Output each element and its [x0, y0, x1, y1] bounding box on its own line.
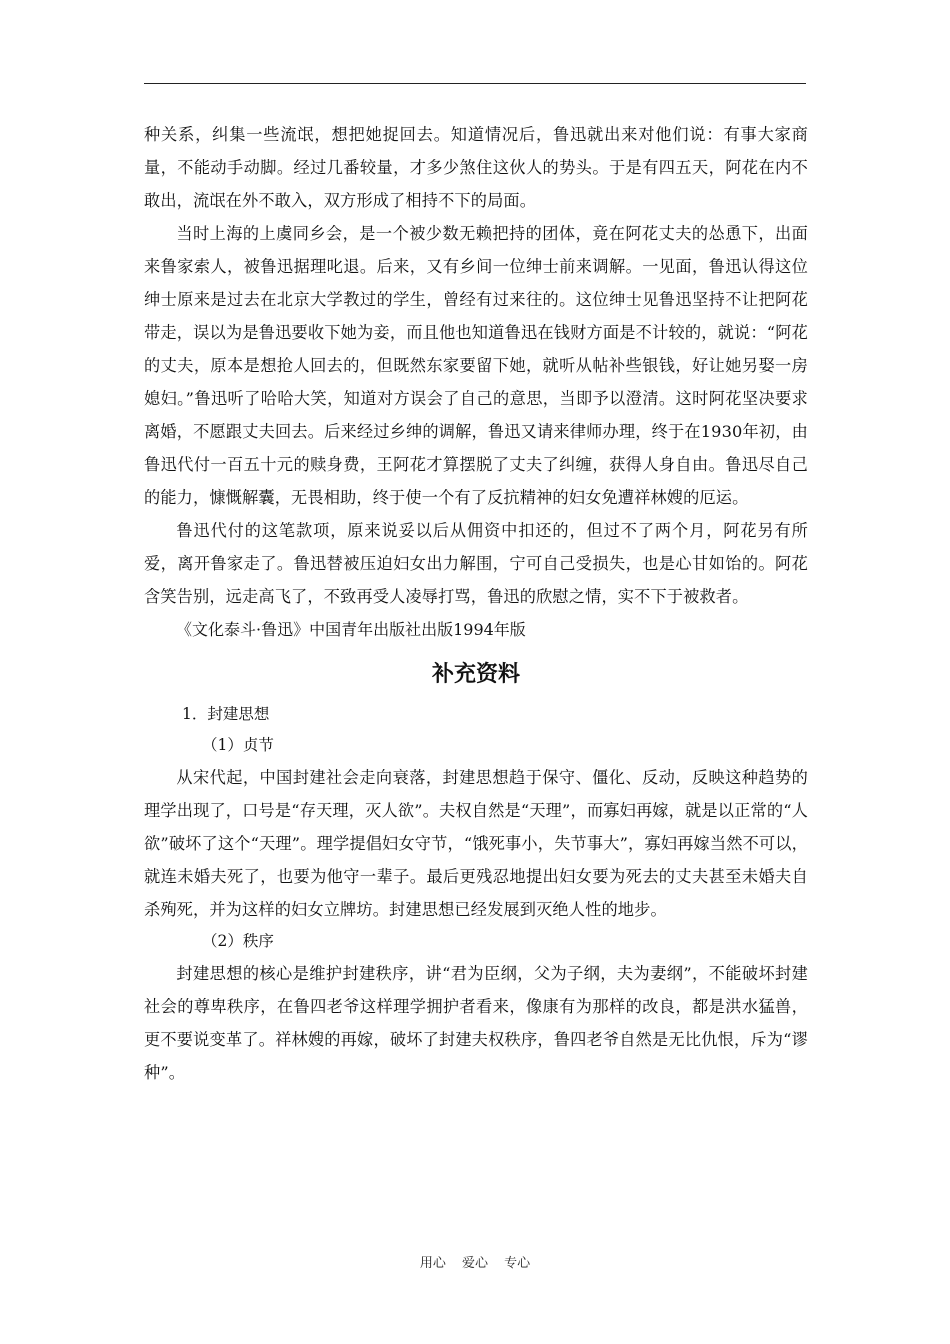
- footer-item: 专心: [504, 1256, 531, 1271]
- subsection-chastity-text: 从宋代起，中国封建社会走向衰落，封建思想趋于保守、僵化、反动，反映这种趋势的理学出现了，口号是“存天理，灭人欲”。夫权自然是“天理”，而寡妇再嫁，就是以正常的“人欲”破坏了这个“天理”。理学提倡妇女守节，“饿死事小，失节事大”，寡妇再嫁当然不可以，就连未婚夫死了，也要为他守一辈子。最后更残忍地提出妇女要为死去的丈夫甚至未婚夫自杀殉死，并为这样的妇女立牌坊。封建思想已经发展到灭绝人性的地步。: [144, 768, 808, 919]
- footer-item: 爱心: [461, 1256, 488, 1271]
- paragraph-payment: 鲁迅代付的这笔款项，原来说妥以后从佣资中扣还的，但过不了两个月，阿花另有所爱，离开鲁家走了。鲁迅替被压迫妇女出力解围，宁可自己受损失，也是心甘如饴的。阿花含笑告别，远走高飞了，不致再受人凌辱打骂，鲁迅的欣慰之情，实不下于被救者。: [144, 521, 808, 606]
- footer-item: 用心: [419, 1256, 446, 1271]
- paragraph-continued: 种关系，纠集一些流氓，想把她捉回去。知道情况后，鲁迅就出来对他们说：有事大家商量，不能动手动脚。经过几番较量，才多少煞住这伙人的势头。于是有四五天，阿花在内不敢出，流氓在外不敢入，双方形成了相持不下的局面。: [144, 125, 808, 210]
- document-body: [144, 118, 808, 1089]
- section-heading: 补充资料: [431, 662, 520, 687]
- header-rule: [144, 83, 806, 84]
- page-footer: [0, 1252, 950, 1271]
- subsection-order-title: （2）秩序: [202, 932, 274, 950]
- subsection-chastity-title: （1）贞节: [202, 736, 274, 754]
- source-citation: 《文化泰斗·鲁迅》中国青年出版社出版1994年版: [176, 620, 526, 639]
- paragraph-tongxianghui: 当时上海的上虞同乡会，是一个被少数无赖把持的团体，竟在阿花丈夫的怂恿下，出面来鲁家索人，被鲁迅据理叱退。后来，又有乡间一位绅士前来调解。一见面，鲁迅认得这位绅士原来是过去在北京大学教过的学生，曾经有过来往的。这位绅士见鲁迅坚持不让把阿花带走，误以为是鲁迅要收下她为妾，而且他也知道鲁迅在钱财方面是不计较的，就说：“阿花的丈夫，原本是想抢人回去的，但既然东家要留下她，就听从帖补些银钱，好让她另娶一房媳妇。”鲁迅听了哈哈大笑，知道对方误会了自己的意思，当即予以澄清。这时阿花坚决要求离婚，不愿跟丈夫回去。后来经过乡绅的调解，鲁迅又请来律师办理，终于在1930年初，由鲁迅代付一百五十元的赎身费，王阿花才算摆脱了丈夫了纠缠，获得人身自由。鲁迅尽自己的能力，慷慨解囊，无畏相助，终于使一个有了反抗精神的妇女免遭祥林嫂的厄运。: [144, 224, 808, 507]
- section-1-title: 1．封建思想: [182, 705, 270, 723]
- subsection-order-text: 封建思想的核心是维护封建秩序，讲“君为臣纲，父为子纲，夫为妻纲”，不能破坏封建社会的尊卑秩序，在鲁四老爷这样理学拥护者看来，像康有为那样的改良，都是洪水猛兽，更不要说变革了。祥林嫂的再嫁，破坏了封建夫权秩序，鲁四老爷自然是无比仇恨，斥为“谬种”。: [144, 964, 808, 1082]
